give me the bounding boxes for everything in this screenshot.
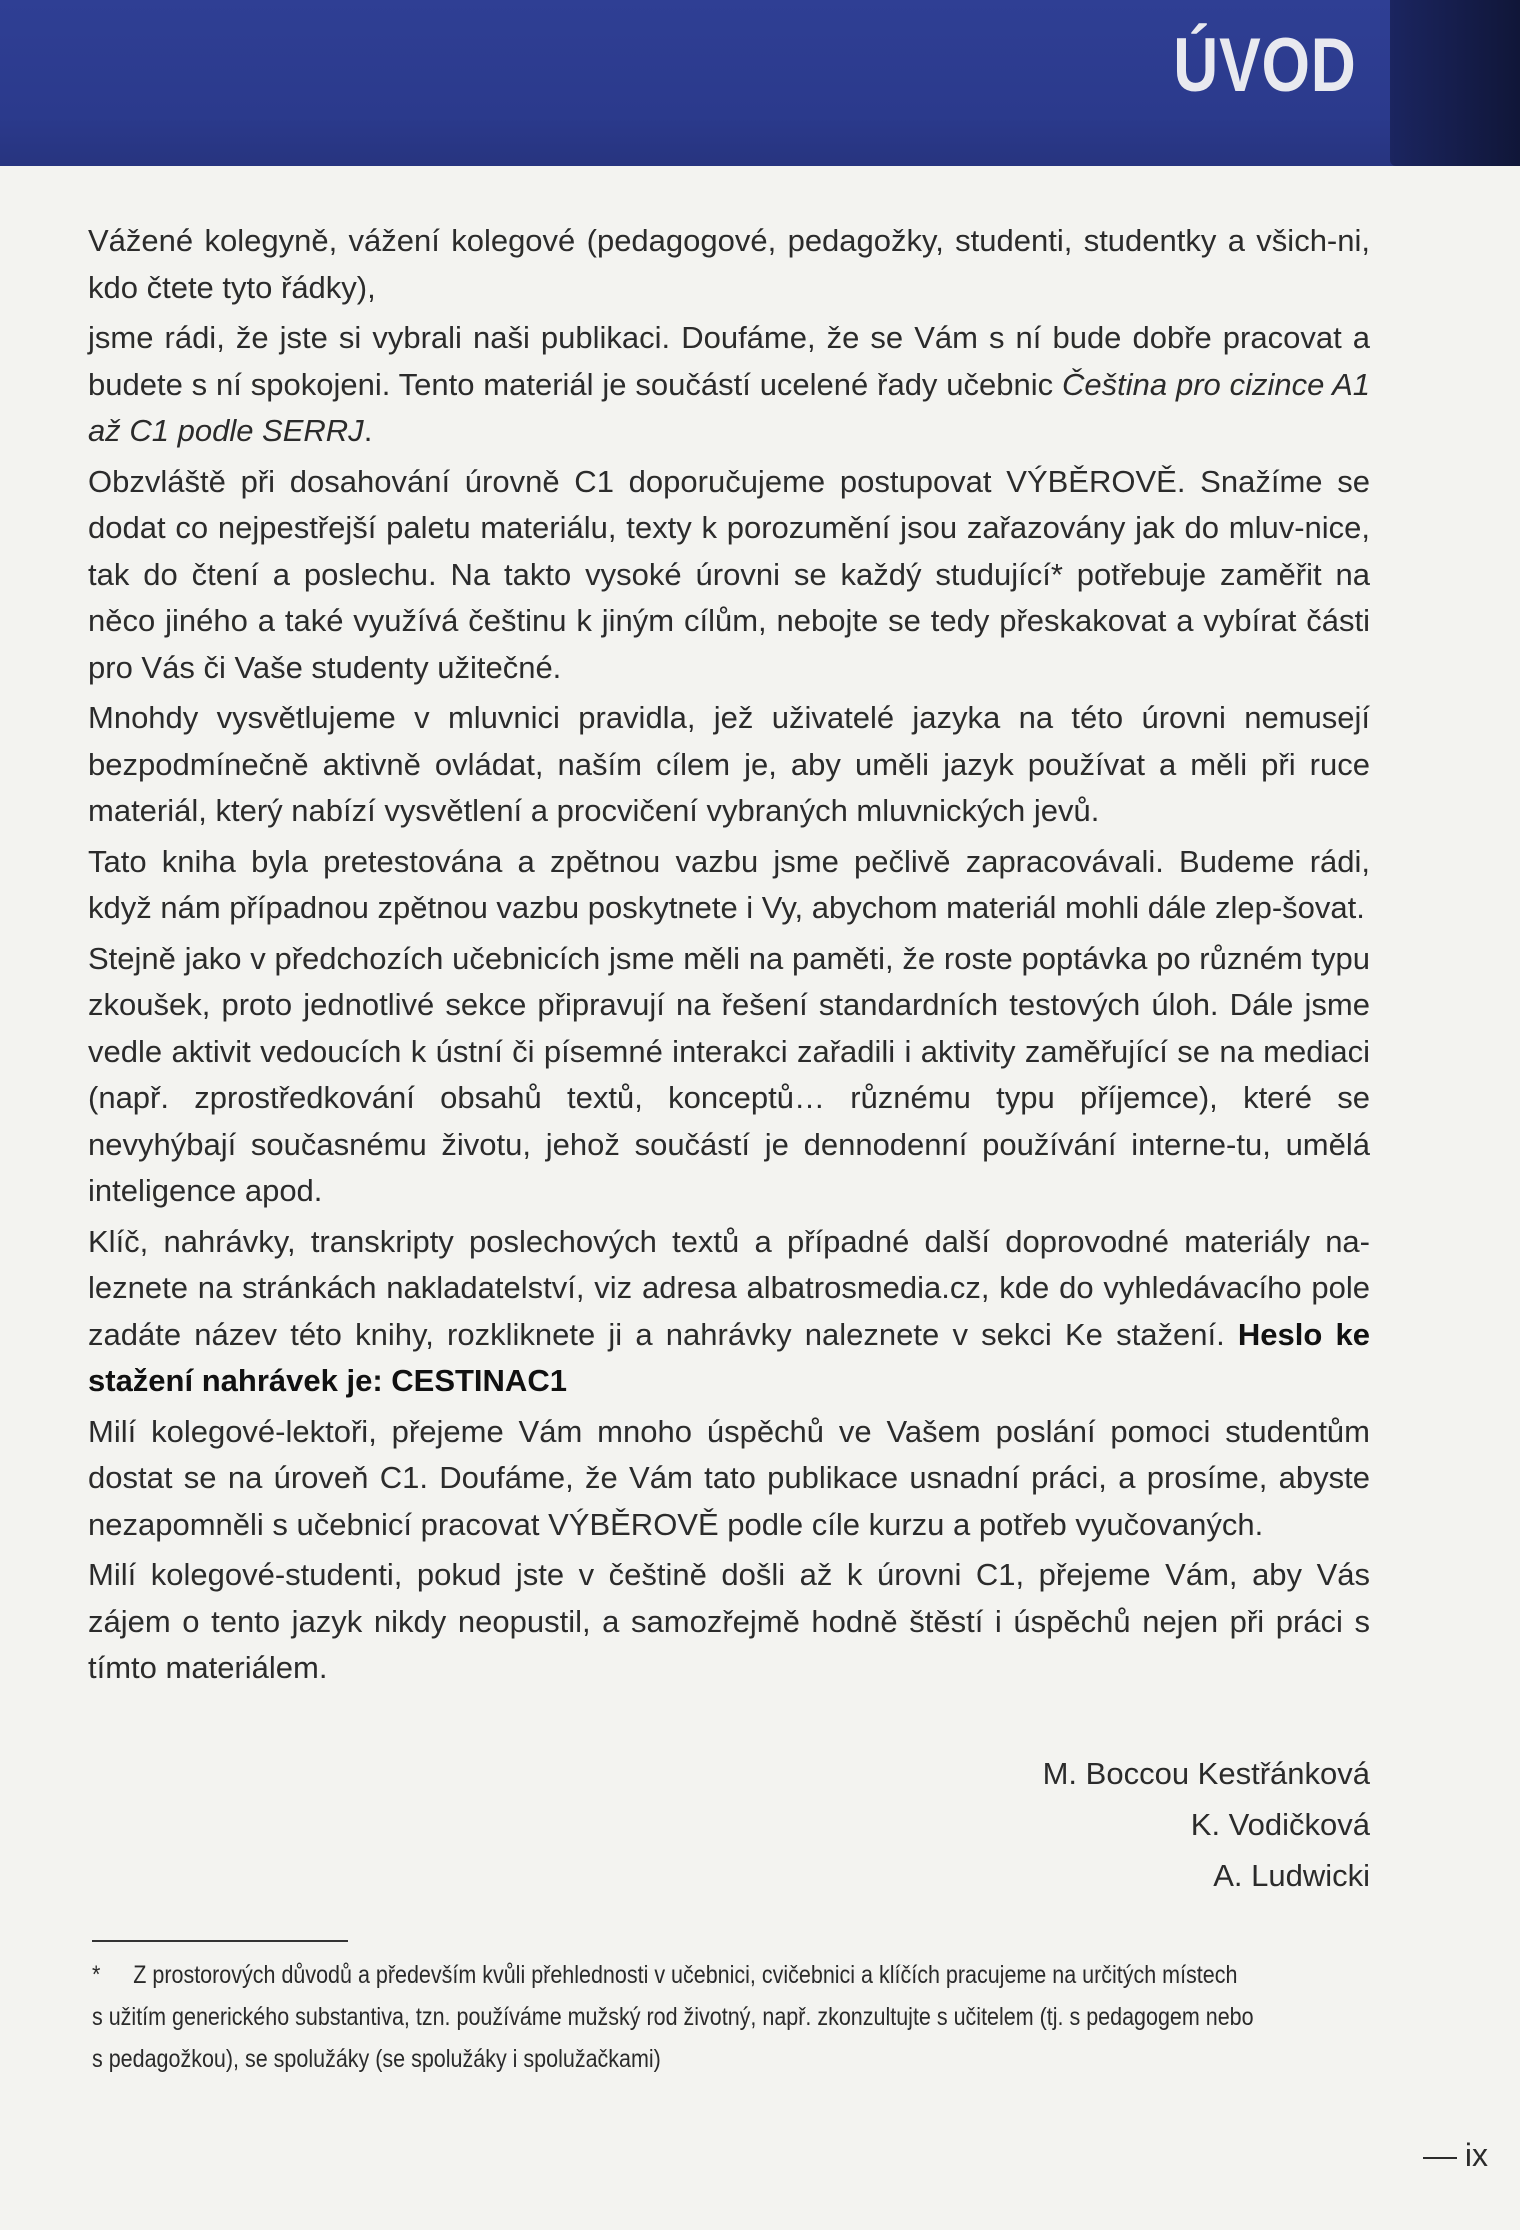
paragraph-selective: Obzvláště při dosahování úrovně C1 doporučujeme postupovat VÝBĚROVĚ. Snažíme se dodat co nejpestřejší paletu materiálu, texty k porozumění jsou zařazovány jak do mluv-nice, tak do čtení a poslechu. Na takto vysoké úrovni se každý studující* potřebuje zaměřit na něco jiného a také využívá češtinu k jiným cílům, nebojte se tedy přeskakovat a vybírat části pro Vás či Vaše studenty užitečné. bbox=[88, 463, 1370, 685]
footnote-text: Z prostorových důvodů a především kvůli přehlednosti v učebnici, cvičebnici a klíčích pracujeme na určitých místech bbox=[133, 1961, 1238, 1989]
footnote bbox=[92, 1954, 1332, 2080]
paragraph-students: Milí kolegové-studenti, pokud jste v češtině došli až k úrovni C1, přejeme Vám, aby Vás zájem o tento jazyk nikdy neopustil, a samozřejmě hodně štěstí i úspěchů nejen při práci s tímto materiálem. bbox=[88, 1557, 1370, 1685]
paragraph-downloads-text: Klíč, nahrávky, transkripty poslechových textů a případné další doprovodné materiály na-leznete na stránkách nakladatelství, viz adresa albatrosmedia.cz, kde do vyhledávacího pole zadáte název této knihy, rozkliknete ji a nahrávky naleznete v sekci Ke stažení. bbox=[88, 1223, 1370, 1352]
download-password: Heslo ke stažení nahrávek je: CESTINAC1 bbox=[88, 1316, 1370, 1398]
paragraph-grammar: Mnohdy vysvětlujeme v mluvnici pravidla, jež uživatelé jazyka na této úrovni nemusejí bezpodmínečně aktivně ovládat, naším cílem je, aby uměli jazyk používat a měli při ruce materiál, který nabízí vysvětlení a procvičení vybraných mluvnických jevů. bbox=[88, 700, 1370, 828]
paragraph-downloads bbox=[88, 1219, 1370, 1405]
paragraph-exams: Stejně jako v předchozích učebnicích jsme měli na paměti, že roste poptávka po různém typu zkoušek, proto jednotlivé sekce připravují na řešení standardních testových úloh. Dále jsme vedle aktivit vedoucích k ústní či písemné interakci zařadili i aktivity zaměřující se na mediaci (např. zprostředkování obsahů textů, konceptů… různému typu příjemce), které se nevyhýbají současnému životu, jehož součástí je dennodenní používání interne-tu, umělá inteligence apod. bbox=[88, 940, 1370, 1208]
paragraph-intro bbox=[88, 315, 1370, 455]
paragraph-salutation: Vážené kolegyně, vážení kolegové (pedagogové, pedagožky, studenti, studentky a všich-ni, kdo čtete tyto řádky), bbox=[88, 223, 1370, 305]
series-title: Čeština pro cizince A1 až C1 podle SERRJ bbox=[88, 366, 1370, 448]
footnote-line: s užitím generického substantiva, tzn. používáme mužský rod životný, např. zkonzultujte s učitelem (tj. s pedagogem nebo bbox=[92, 2003, 1254, 2031]
paragraph-intro-text: jsme rádi, že jste si vybrali naši publikaci. Doufáme, že se Vám s ní bude dobře pracovat a budete s ní spokojeni. Tento materiál je součástí ucelené řady učebnic bbox=[88, 320, 1370, 402]
header-dark-tab bbox=[1390, 0, 1520, 166]
signatures bbox=[1043, 1748, 1370, 1901]
page-number-value: ix bbox=[1464, 2137, 1488, 2173]
paragraph-intro-end: . bbox=[363, 413, 373, 448]
page-title: ÚVOD bbox=[1173, 23, 1357, 108]
page-number bbox=[1423, 2137, 1488, 2174]
body-text bbox=[88, 218, 1370, 1696]
author-name: K. Vodičková bbox=[1190, 1807, 1370, 1842]
paragraph-teachers: Milí kolegové-lektoři, přejeme Vám mnoho úspěchů ve Vašem poslání pomoci studentům dostat se na úroveň C1. Doufáme, že Vám tato publikace usnadní práci, a prosíme, abyste nezapomněli s učebnicí pracovat VÝBĚROVĚ podle cíle kurzu a potřeb vyučovaných. bbox=[88, 1413, 1370, 1542]
author-name: A. Ludwicki bbox=[1213, 1858, 1370, 1893]
paragraph-pretested: Tato kniha byla pretestována a zpětnou vazbu jsme pečlivě zapracovávali. Budeme rádi, když nám případnou zpětnou vazbu poskytnete i Vy, abychom materiál mohli dále zlep-šovat. bbox=[88, 843, 1370, 925]
footnote-marker: * bbox=[92, 1961, 101, 1989]
footnote-line: s pedagožkou), se spolužáky (se spolužáky i spolužačkami) bbox=[92, 2045, 661, 2073]
page-number-dash bbox=[1423, 2157, 1457, 2159]
footnote-line bbox=[92, 1954, 1238, 1996]
author-name: M. Boccou Kestřánková bbox=[1042, 1756, 1370, 1791]
footnote-divider bbox=[92, 1940, 348, 1942]
